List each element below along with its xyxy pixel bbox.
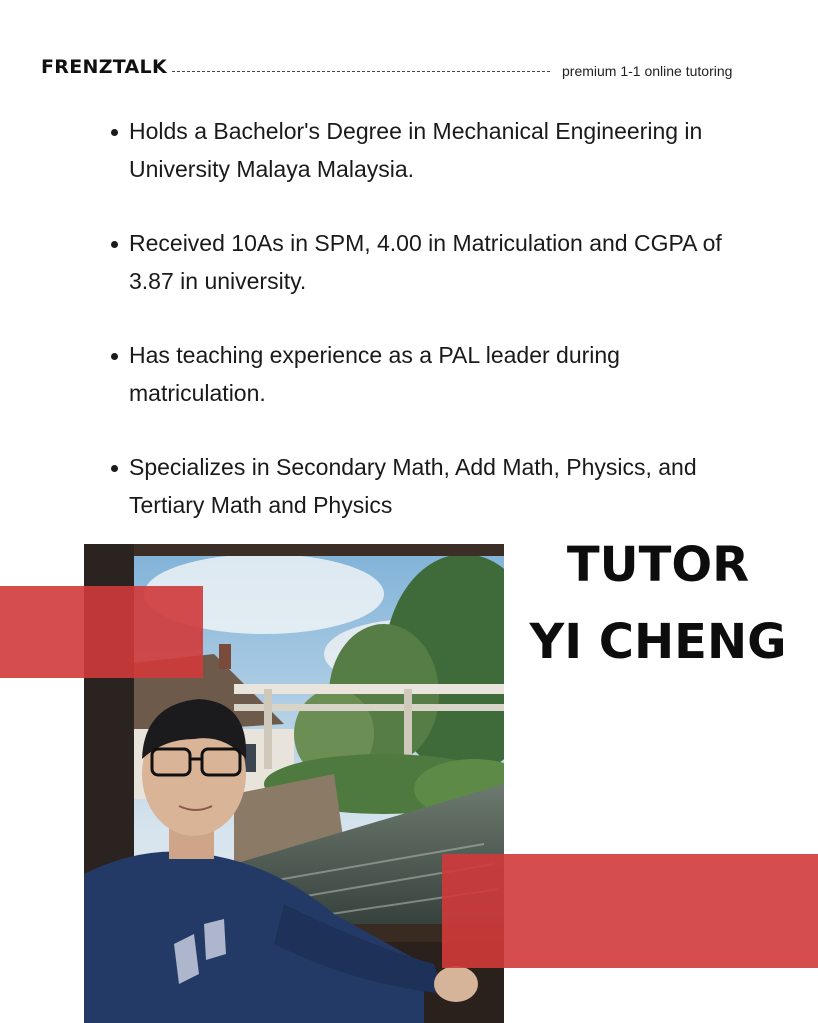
list-item: Has teaching experience as a PAL leader during matriculation. (105, 337, 745, 412)
qualification-list (105, 113, 745, 561)
list-item: Specializes in Secondary Math, Add Math, Physics, and Tertiary Math and Physics (105, 449, 745, 524)
list-item: Holds a Bachelor's Degree in Mechanical Engineering in University Malaya Malaysia. (105, 113, 745, 188)
accent-block-right (442, 854, 818, 968)
header (41, 56, 751, 86)
header-divider (172, 71, 550, 72)
tagline: premium 1-1 online tutoring (562, 63, 733, 79)
brand-name: FRENZTALK (41, 56, 167, 78)
list-item: Received 10As in SPM, 4.00 in Matriculation and CGPA of 3.87 in university. (105, 225, 745, 300)
tutor-name: YI CHENG (529, 614, 787, 670)
title-label: TUTOR (566, 537, 750, 593)
accent-block-left (0, 586, 203, 678)
